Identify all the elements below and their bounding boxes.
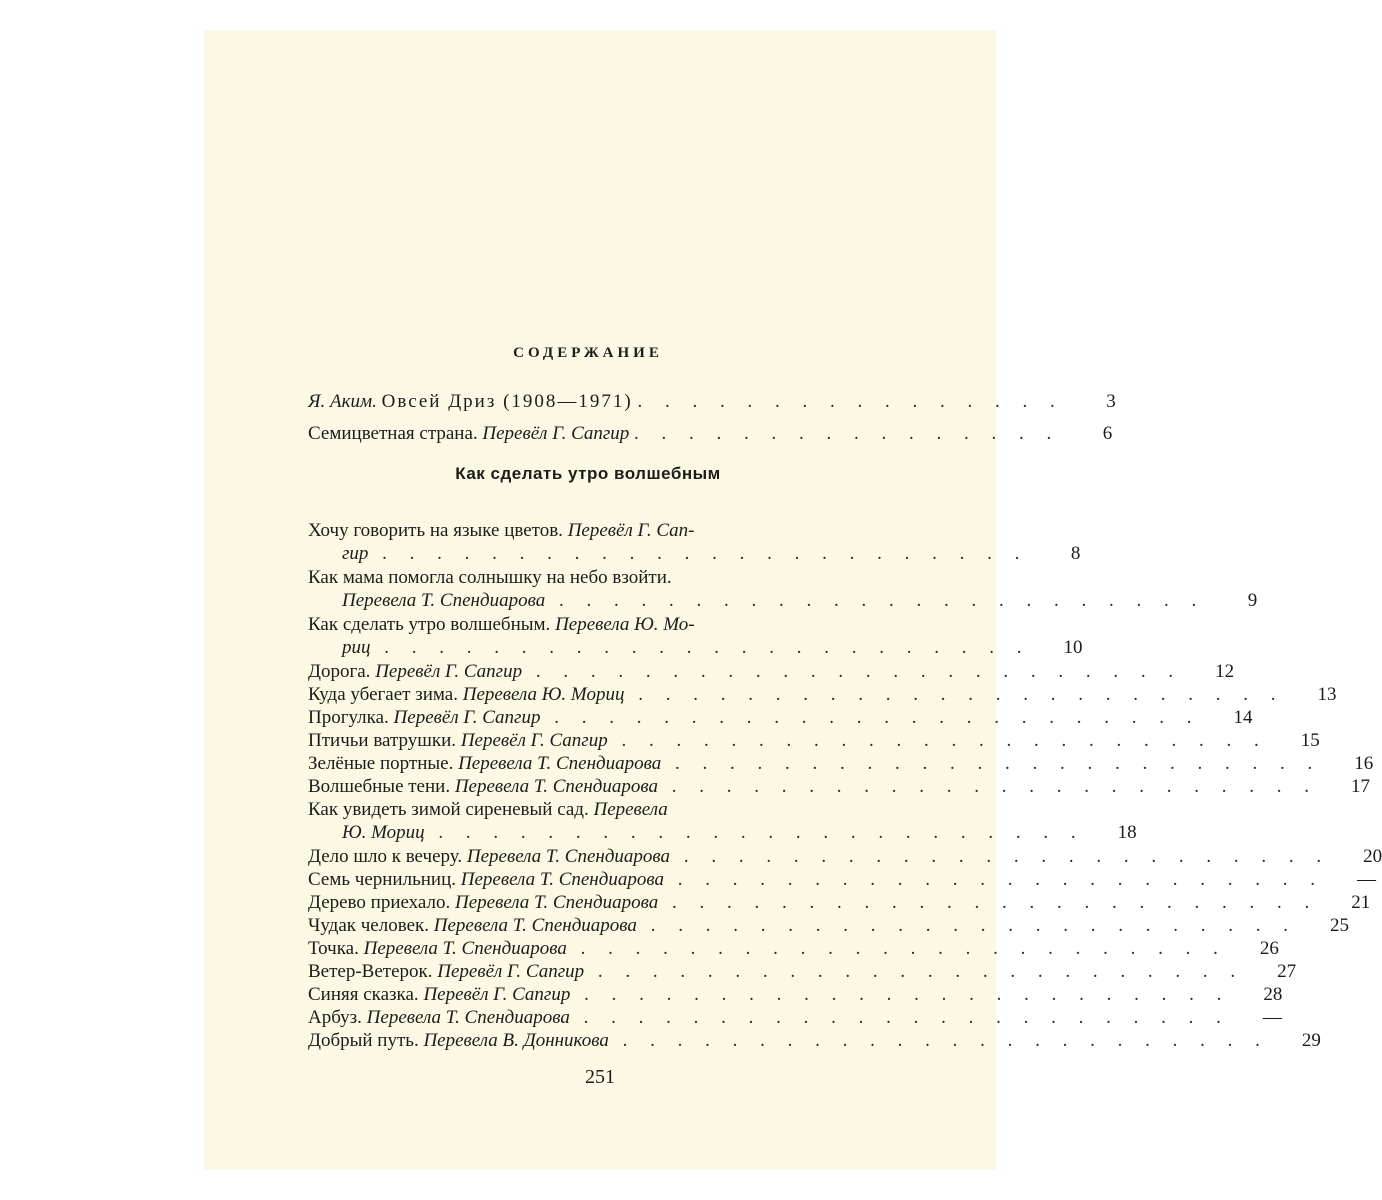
entry-title: Как сделать утро волшебным.: [308, 614, 551, 635]
dot-leader: . . . . . . . . . . . . . . . . . . . . . . . .: [522, 661, 1183, 682]
entry-page-number: 3: [1106, 391, 1116, 412]
entry-title: Семицветная страна.: [308, 423, 478, 444]
toc-entry: [308, 914, 1349, 937]
entry-page-number: —: [1262, 1007, 1282, 1028]
entry-page-number: —: [1356, 869, 1376, 890]
dot-leader: . . . . . . . . . . . . . . . . . . . . . . . .: [624, 684, 1285, 705]
toc-entry: [308, 422, 1113, 445]
dot-leader: . . . . . . . . . . . . . . . . . . . . . . . .: [566, 938, 1227, 959]
entry-translator: Перевела Т. Спендиарова: [454, 776, 659, 797]
entry-translator: Перевёл Г. Сап-: [567, 520, 695, 541]
entry-translator: Перевёл Г. Сапгир: [437, 961, 585, 982]
entry-translator: Перевела Т. Спендиарова: [458, 753, 662, 774]
dot-leader: . . . . . . . . . . . . . . . . . . . . . . . .: [370, 637, 1031, 658]
entry-translator: Перевёл Г. Сапгир: [375, 661, 523, 682]
toc-entry: [308, 775, 1371, 798]
dot-leader: . . . . . . . . . . . . . . . . . . . . . . . .: [607, 730, 1268, 751]
book-page: [204, 30, 1382, 1170]
toc-entry: [308, 1006, 1282, 1029]
dot-leader: . . . . . . . . . . . . . . . . . . . . . . . .: [636, 915, 1297, 936]
entry-page-number: 14: [1233, 707, 1253, 728]
dot-leader: . . . . . . . . . . . . . . . . . . . . . . . .: [661, 753, 1322, 774]
dot-leader: . . . . . . . . . . . . . . . . . . . . . . . .: [608, 1030, 1269, 1051]
entry-translator: Перевёл Г. Сапгир: [423, 984, 571, 1005]
toc-entry: [308, 868, 1376, 891]
entry-page-number: 27: [1277, 961, 1297, 982]
entry-page-number: 21: [1351, 892, 1371, 913]
entry-title: Дело шло к вечеру.: [308, 846, 463, 867]
toc-entry: [308, 798, 1137, 844]
toc-heading: СОДЕРЖАНИЕ: [513, 345, 663, 361]
entry-translator: Перевела В. Донникова: [423, 1030, 609, 1051]
entry-translator: Перевёл Г. Сапгир: [460, 730, 608, 751]
entry-translator: Перевела Ю. Мориц: [462, 684, 625, 705]
dot-leader: . . . . . . . . . . . . . . . . . . . . . . . .: [658, 776, 1319, 797]
entry-title: Дерево приехало.: [308, 892, 451, 913]
dot-leader: . . . . . . . . . . . . . . . . . . . . . . . .: [658, 892, 1319, 913]
entry-page-number: 18: [1117, 822, 1137, 843]
entry-page-number: 26: [1259, 938, 1279, 959]
toc-entry: [308, 390, 1116, 413]
toc-entry: [308, 960, 1297, 983]
toc-entry: [308, 706, 1253, 729]
toc-entry: [308, 845, 1382, 868]
entry-translator: Перевела Т. Спендиарова: [342, 590, 546, 611]
dot-leader: . . . . . . . . . . . . . . . .: [637, 391, 1064, 412]
entry-translator: Перевела Т. Спендиарова: [466, 846, 671, 867]
dot-leader: . . . . . . . . . . . . . . . . . . . . . . . .: [540, 707, 1201, 728]
entry-translator-continued: риц: [342, 637, 371, 658]
toc-entry: [308, 1029, 1321, 1052]
entry-page-number: 20: [1363, 846, 1382, 867]
entry-page-number: 13: [1317, 684, 1337, 705]
entry-page-number: 16: [1354, 753, 1374, 774]
entry-author: Я. Аким.: [308, 391, 377, 412]
toc-entry: [308, 660, 1235, 683]
entry-translator: Перевела Т. Спендиарова: [455, 892, 659, 913]
toc-entries: [308, 519, 1382, 1052]
entry-title: Добрый путь.: [308, 1030, 419, 1051]
toc-entry: [308, 566, 1258, 612]
entry-title: Арбуз.: [308, 1007, 362, 1028]
entry-title: Как увидеть зимой сиреневый сад.: [308, 799, 589, 820]
toc-entry: [308, 683, 1337, 706]
toc-entry: [308, 752, 1374, 775]
toc-entry: [308, 937, 1279, 960]
entry-title: Точка.: [308, 938, 359, 959]
entry-page-number: 28: [1263, 984, 1283, 1005]
entry-page-number: 9: [1247, 590, 1258, 611]
entry-title: Прогулка.: [308, 707, 389, 728]
dot-leader: . . . . . . . . . . . . . . . . . . . . . . . .: [424, 822, 1085, 843]
dot-leader: . . . . . . . . . . . . . . . . . . . . . . . .: [670, 846, 1331, 867]
toc-entry: [308, 613, 1083, 659]
entry-page-number: 10: [1063, 637, 1083, 658]
entry-title: Овсей Дриз (1908—1971): [381, 391, 633, 412]
entry-title: Синяя сказка.: [308, 984, 419, 1005]
entry-page-number: 12: [1215, 661, 1235, 682]
dot-leader: . . . . . . . . . . . . . . . . . . . . . . . .: [584, 961, 1245, 982]
entry-page-number: 15: [1300, 730, 1320, 751]
entry-title: Чудак человек.: [308, 915, 429, 936]
dot-leader: . . . . . . . . . . . . . . . . . . . . . . . .: [368, 543, 1029, 564]
entry-title: Куда убегает зима.: [308, 684, 458, 705]
dot-leader: . . . . . . . . . . . . . . . . . . . . . . . .: [663, 869, 1324, 890]
entry-title: Волшебные тени.: [308, 776, 451, 797]
entry-title: Птичьи ватрушки.: [308, 730, 457, 751]
dot-leader: . . . . . . . . . . . . . . . . . . . . . . . .: [545, 590, 1206, 611]
entry-page-number: 17: [1351, 776, 1371, 797]
toc-entry: [308, 729, 1320, 752]
entry-translator: Перевёл Г. Сапгир: [482, 423, 630, 444]
entry-translator: Перевела Т. Спендиарова: [366, 1007, 570, 1028]
entry-translator: Перевела Т. Спендиарова: [460, 869, 664, 890]
dot-leader: . . . . . . . . . . . . . . . .: [634, 423, 1061, 444]
entry-title: Хочу говорить на языке цветов.: [308, 520, 563, 541]
entry-page-number: 6: [1102, 423, 1113, 444]
entry-title: Дорога.: [308, 661, 371, 682]
entry-title: Ветер-Ветерок.: [308, 961, 433, 982]
toc-entry: [308, 519, 1081, 565]
entry-title: Семь чернильниц.: [308, 869, 457, 890]
entry-page-number: 8: [1070, 543, 1081, 564]
entry-translator-continued: Ю. Мориц: [342, 822, 425, 843]
entry-translator: Перевёл Г. Сапгир: [393, 707, 541, 728]
entry-translator-continued: гир: [342, 543, 369, 564]
entry-title: Как мама помогла солнышку на небо взойти.: [308, 567, 672, 588]
entry-translator: Перевела Т. Спендиарова: [363, 938, 567, 959]
dot-leader: . . . . . . . . . . . . . . . . . . . . . . . .: [570, 984, 1231, 1005]
dot-leader: . . . . . . . . . . . . . . . . . . . . . . . .: [569, 1007, 1230, 1028]
entry-title: Зелёные портные.: [308, 753, 454, 774]
entry-translator: Перевела Т. Спендиарова: [433, 915, 637, 936]
entry-translator: Перевела Ю. Мо-: [555, 614, 695, 635]
page-number: 251: [585, 1066, 615, 1088]
section-title: Как сделать утро волшебным: [455, 464, 721, 483]
entry-page-number: 25: [1329, 915, 1349, 936]
toc-entry: [308, 891, 1371, 914]
table-of-contents: [308, 342, 1382, 1052]
entry-page-number: 29: [1301, 1030, 1321, 1051]
entry-translator: Перевела: [593, 799, 668, 820]
toc-entry: [308, 983, 1283, 1006]
